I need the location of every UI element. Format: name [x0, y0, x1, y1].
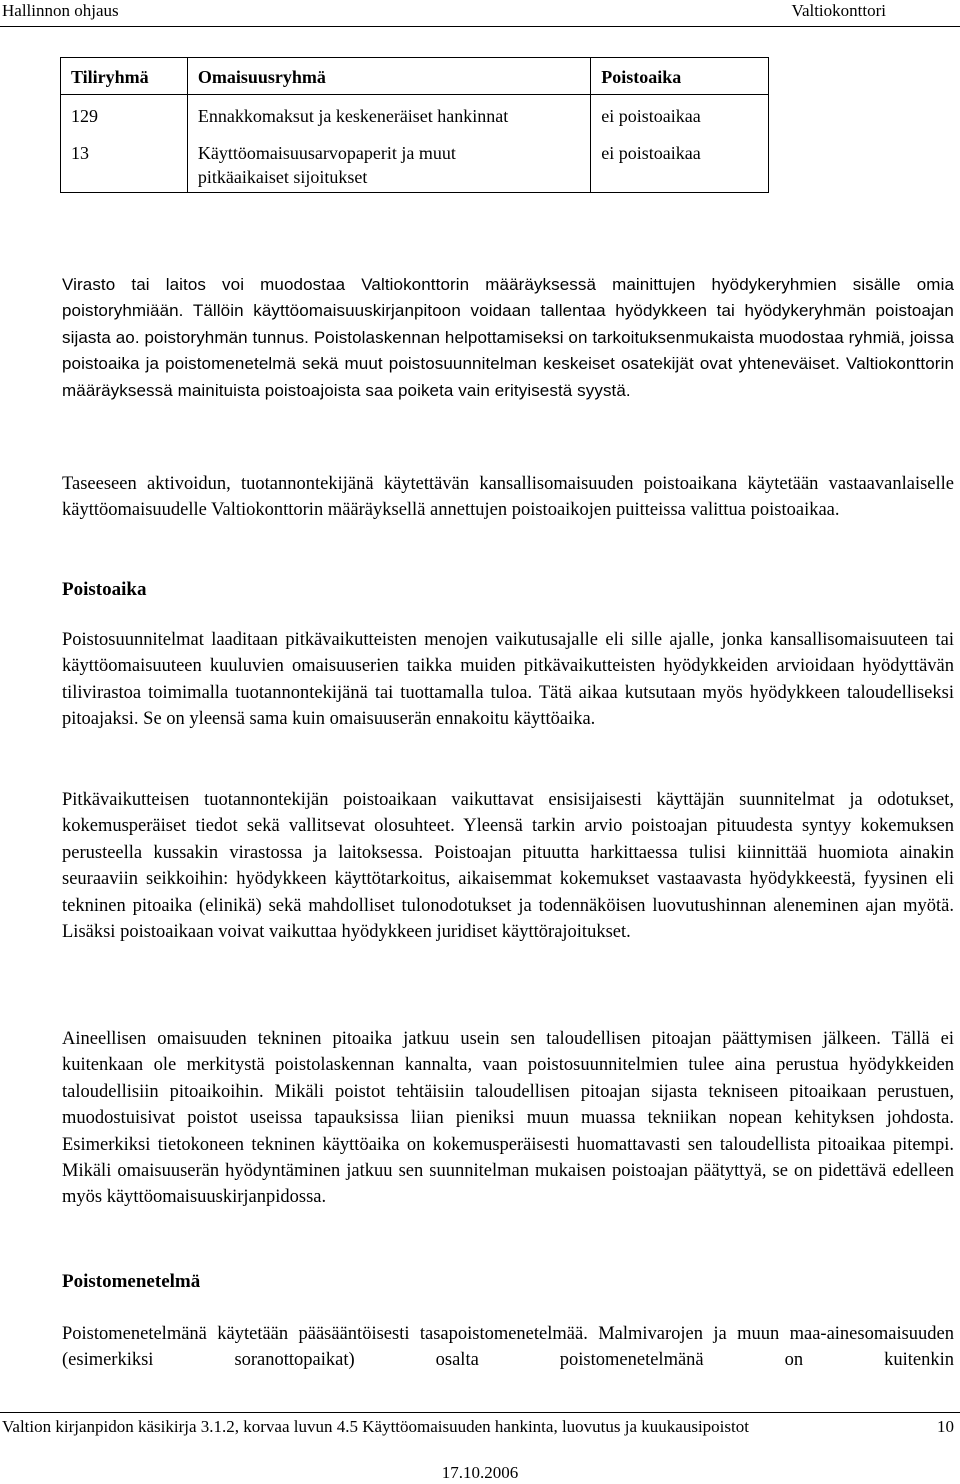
- footer-date: 17.10.2006: [441, 1463, 519, 1482]
- column-header-asset-group: Omaisuusryhmä: [187, 58, 590, 95]
- depreciation-period-cell: ei poistoaikaa: [591, 134, 769, 193]
- footer-document-title: Valtion kirjanpidon käsikirja 3.1.2, korvaa luvun 4.5 Käyttöomaisuuden hankinta, luovutus ja kuukausipoistot: [2, 1417, 749, 1436]
- account-group-cell: 129: [61, 95, 188, 135]
- column-header-account-group: Tiliryhmä: [61, 58, 188, 95]
- table-header-row: [61, 58, 769, 95]
- table-row: [61, 95, 769, 135]
- paragraph-kansallisomaisuus: Taseeseen aktivoidun, tuotannontekijänä käytettävän kansallisomaisuuden poistoaikana käytetään vastaavanlaiselle käyttöomaisuudelle Valtiokonttorin määräyksellä annettujen poistoaikojen puitteissa valittua poistoaikaa.: [62, 474, 954, 521]
- footer-divider: [0, 1412, 960, 1413]
- section-heading-poistoaika: Poistoaika: [62, 579, 147, 600]
- paragraph-poistoajan-pituus: Pitkävaikutteisen tuotannontekijän poistoaikaan vaikuttavat ensisijaisesti käyttäjän suunnitelmat ja odotukset, kokemusperäiset tiedot sekä vallitsevat olosuhteet. Yleensä tarkin arvio poistoajan pituudesta syntyy kokemuksen perusteella kussakin virastossa ja laitoksessa. Poistoajan pituutta harkittaessa tulisi kiinnittää huomiota ainakin seuraaviin seikkoihin: hyödykkeen käyttötarkoitus, aikaisemmat kokemukset vastaavasta hyödykkeestä, fyysinen eli tekninen pitoaika (elinikä) sekä mahdolliset tulonodotukset ja todennäköisen luovutushinnan aleneminen ajan myötä. Lisäksi poistoaikaan voivat vaikuttaa hyödykkeen juridiset käyttörajoitukset.: [62, 790, 954, 943]
- page-number: 10: [937, 1417, 954, 1436]
- paragraph-tekninen-pitoaika: Aineellisen omaisuuden tekninen pitoaika jatkuu usein sen taloudellisen pitoajan päättymisen jälkeen. Tällä ei kuitenkaan ole merkitystä poistolaskennan kannalta, vaan poistosuunnitelmien tulee aina perustua hyödykkeiden taloudellisiin pitoaikoihin. Mikäli poistot tehtäisiin taloudellisen pitoajan sijasta tekniseen pitoaikaan perustuen, muodostuisivat poistot useissa tapauksissa liian pieniksi muun muassa tekniikan nopean kehityksen johdosta. Esimerkiksi tietokoneen tekninen käyttöaika on kokemusperäisesti huomattavasti sen taloudellista pitoaikaa pitempi. Mikäli omaisuuserän hyödyntäminen jatkuu sen suunnitelman mukaisen poistoajan päätyttyä, se on pidettävä edelleen myös käyttöomaisuuskirjanpidossa.: [62, 1029, 954, 1208]
- asset-depreciation-table: [60, 57, 769, 193]
- header-organization: Valtiokonttori: [791, 1, 886, 20]
- paragraph-poistosuunnitelmat: Poistosuunnitelmat laaditaan pitkävaikutteisten menojen vaikutusajalle eli sille ajalle, jonka kansallisomaisuuteen tai käyttöomaisuuteen kuuluvien omaisuuserien taikka muiden pitkävaikutteisten hyödykkeiden arvioidaan hyödyttävän tilivirastoa toimimalla tuotannontekijänä tai tuottamalla tuloa. Tätä aikaa kutsutaan myös hyödykkeen taloudelliseksi pitoajaksi. Se on yleensä sama kuin omaisuuserän ennakoitu käyttöaika.: [62, 630, 954, 730]
- section-heading-poistomenetelma: Poistomenetelmä: [62, 1271, 201, 1292]
- depreciation-period-cell: ei poistoaikaa: [591, 95, 769, 135]
- paragraph-poistoryhmat: Virasto tai laitos voi muodostaa Valtiokonttorin määräyksessä mainittujen hyödykeryhmien sisälle omia poistoryhmiään. Tällöin käyttöomaisuuskirjanpitoon voidaan tallentaa hyödykkeen tai hyödykeryhmän poistoajan sijasta ao. poistoryhmän tunnus. Poistolaskennan helpottamiseksi on tarkoituksenmukaista muodostaa ryhmiä, joissa poistoaika ja poistomenetelmä sekä muut poistosuunnitelman keskeiset osatekijät ovat yhteneväiset. Valtiokonttorin määräyksessä mainituista poistoajoista saa poiketa vain erityisestä syystä.: [62, 275, 954, 400]
- paragraph-poistomenetelma: Poistomenetelmänä käytetään pääsääntöisesti tasapoistomenetelmää. Malmivarojen ja muun maa-ainesomaisuuden (esimerkiksi soranottopaikat) osalta poistomenetelmänä on kuitenkin: [62, 1324, 954, 1371]
- table-row: [61, 134, 769, 193]
- page-header: [0, 0, 960, 24]
- account-group-cell: 13: [61, 134, 188, 193]
- asset-group-cell: Käyttöomaisuusarvopaperit ja muut pitkäaikaiset sijoitukset: [187, 134, 590, 193]
- asset-group-cell: Ennakkomaksut ja keskeneräiset hankinnat: [187, 95, 590, 135]
- header-section-title: Hallinnon ohjaus: [2, 1, 119, 20]
- column-header-depreciation-period: Poistoaika: [591, 58, 769, 95]
- header-divider: [0, 26, 960, 27]
